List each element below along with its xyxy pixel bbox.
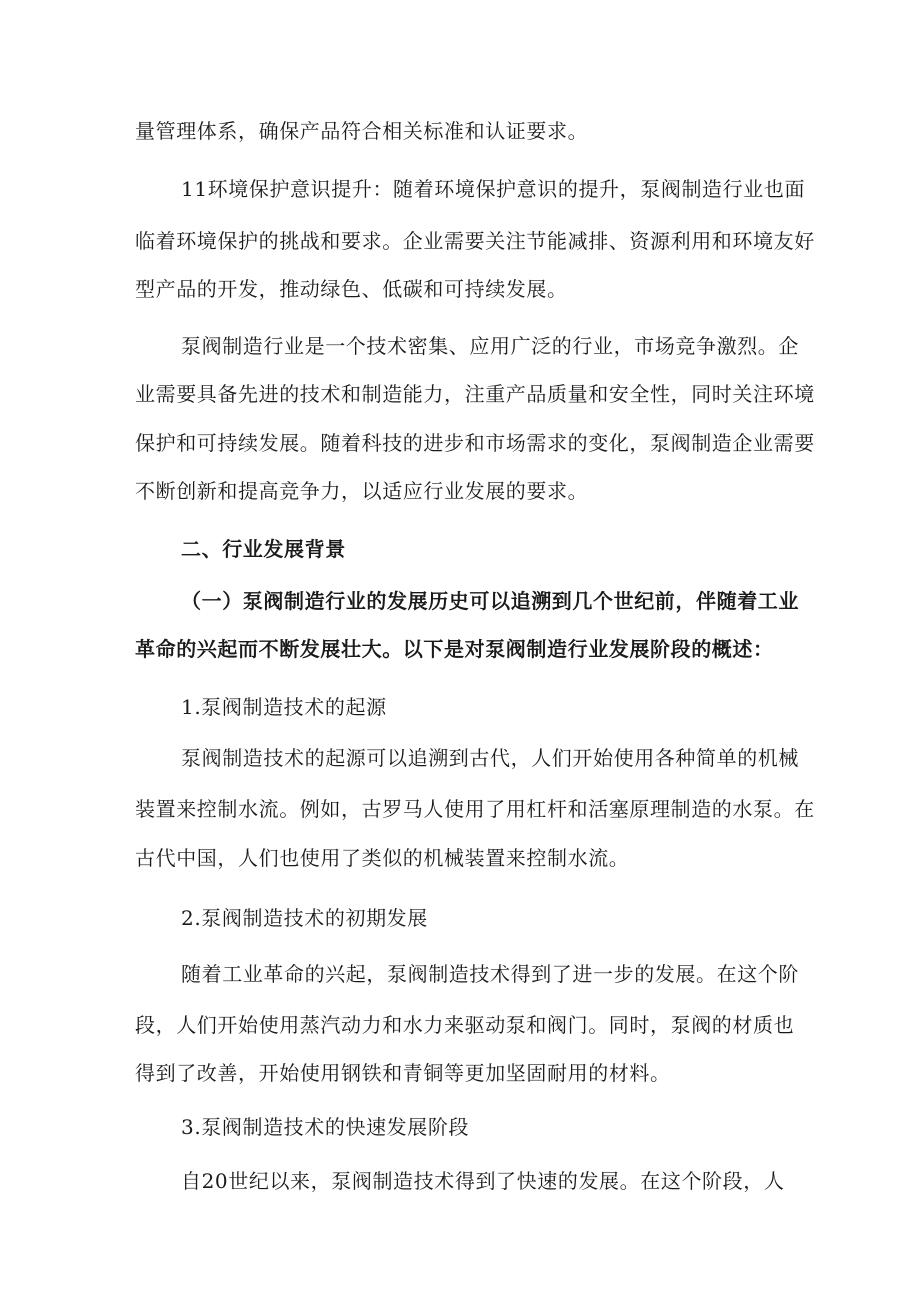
text-line: 不断创新和提高竞争力，以适应行业发展的要求。: [135, 479, 589, 503]
text-line: 随着工业革命的兴起，泵阀制造技术得到了进一步的发展。在这个阶: [181, 962, 799, 986]
text-line: 装置来控制水流。例如，古罗马人使用了用杠杆和活塞原理制造的水泵。在: [135, 797, 815, 821]
subsection-heading: （一）泵阀制造行业的发展历史可以追溯到几个世纪前，伴随着工业: [181, 589, 799, 613]
text-line: 段，人们开始使用蒸汽动力和水力来驱动泵和阀门。同时，泵阀的材质也: [135, 1013, 795, 1037]
numbered-heading: 1.泵阀制造技术的起源: [181, 695, 387, 719]
subsection-heading: 革命的兴起而不断发展壮大。以下是对泵阀制造行业发展阶段的概述：: [135, 637, 774, 661]
text-line: 业需要具备先进的技术和制造能力，注重产品质量和安全性，同时关注环境: [135, 382, 815, 406]
text-line: 11环境保护意识提升：随着环境保护意识的提升，泵阀制造行业也面: [181, 177, 806, 201]
numbered-heading: 3.泵阀制造技术的快速发展阶段: [181, 1115, 470, 1139]
text-line: 泵阀制造技术的起源可以追溯到古代，人们开始使用各种简单的机械: [181, 746, 799, 770]
section-heading: 二、行业发展背景: [181, 537, 346, 561]
text-line: 自20世纪以来，泵阀制造技术得到了快速的发展。在这个阶段，人: [181, 1169, 785, 1193]
text-line: 泵阀制造行业是一个技术密集、应用广泛的行业，市场竞争激烈。企: [181, 334, 799, 358]
text-line: 临着环境保护的挑战和要求。企业需要关注节能减排、资源利用和环境友好: [135, 229, 815, 253]
text-line: 量管理体系，确保产品符合相关标准和认证要求。: [135, 119, 589, 143]
text-line: 保护和可持续发展。随着科技的进步和市场需求的变化，泵阀制造企业需要: [135, 431, 815, 455]
text-line: 得到了改善，开始使用钢铁和青铜等更加坚固耐用的材料。: [135, 1061, 671, 1085]
numbered-heading: 2.泵阀制造技术的初期发展: [181, 906, 428, 930]
text-line: 古代中国，人们也使用了类似的机械装置来控制水流。: [135, 846, 630, 870]
text-line: 型产品的开发，推动绿色、低碳和可持续发展。: [135, 277, 568, 301]
